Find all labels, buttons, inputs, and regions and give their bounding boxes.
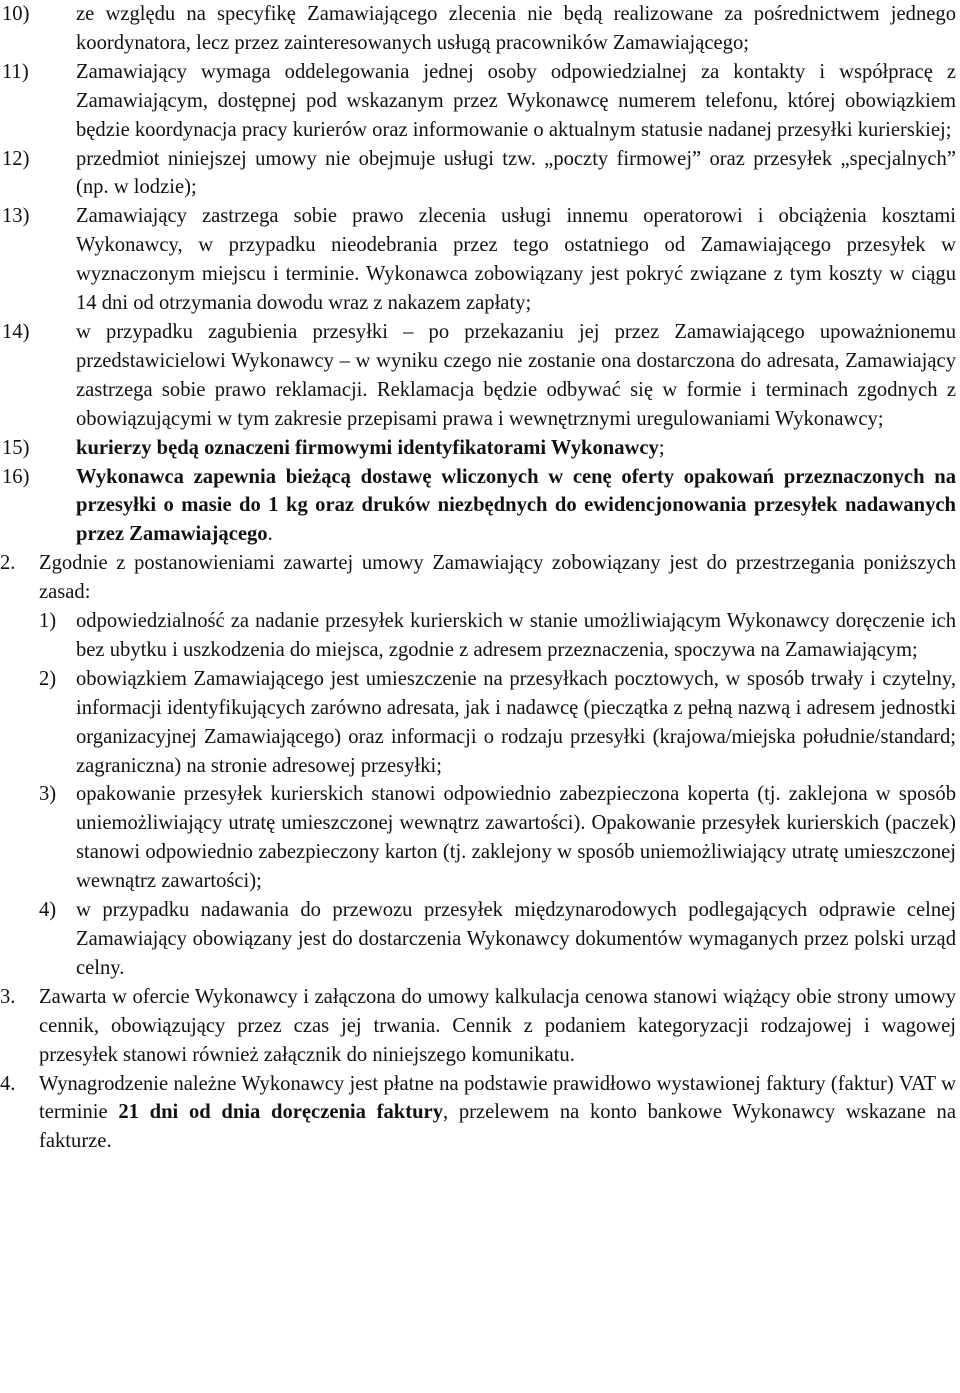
item-text-tail: . [267, 523, 273, 546]
item-text: w przypadku zagubienia przesyłki – po przekazaniu jej przez Zamawiającego upoważnionemu przedstawicielowi Wykonawcy – w wyniku czego nie zostanie ona dostarczona do adresata, Zamawiający zastrzega sobie prawo reklamacji. Reklamacja będzie odbywać się w formie i terminach zgodnych z obowiązującymi w tym zakresie przepisami prawa i wewnętrznymi uregulowaniami Wykonawcy; [76, 320, 956, 430]
section-text-bold: 21 dni od dnia doręczenia faktury [118, 1101, 443, 1124]
item-number: 11) [2, 60, 29, 83]
item-number: 12) [2, 147, 30, 170]
section-number: 4. [0, 1072, 16, 1095]
section-text: Wynagrodzenie należne Wykonawcy jest płatne na podstawie prawidłowo wystawionej faktury (faktur) VAT w terminie [39, 1072, 956, 1124]
item-number: 16) [2, 465, 30, 488]
section-3 [0, 983, 960, 1070]
list-item-10 [0, 0, 960, 58]
item-text-bold: kurierzy będą oznaczeni firmowymi identyfikatorami Wykonawcy [76, 436, 659, 459]
item-number: 15) [2, 436, 30, 459]
item-text: w przypadku nadawania do przewozu przesyłek międzynarodowych podlegających odprawie celnej Zamawiający obowiązany jest do dostarczenia Wykonawcy dokumentów wymaganych przez polski urząd celny. [76, 899, 956, 979]
section-text: Zgodnie z postanowieniami zawartej umowy Zamawiający zobowiązany jest do przestrzegania poniższych zasad: [39, 552, 956, 604]
item-text: obowiązkiem Zamawiającego jest umieszczenie na przesyłkach pocztowych, w sposób trwały i czytelny, informacji identyfikujących zarówno adresata, jak i nadawcę (pieczątka z pełną nazwą i adresem jednostki organizacyjnej Zamawiającego) oraz informacji o rodzaju przesyłki (krajowa/miejska południe/standard; zagraniczna) na stronie adresowej przesyłki; [76, 667, 956, 777]
list-item-16 [0, 463, 960, 550]
item-number: 4) [39, 899, 57, 922]
item-text-tail: ; [658, 436, 665, 459]
section-2-item-3 [0, 780, 960, 896]
item-number: 1) [39, 610, 57, 633]
list-item-12 [0, 145, 960, 203]
list-item-14 [0, 318, 960, 434]
item-text: ze względu na specyfikę Zamawiającego zlecenia nie będą realizowane za pośrednictwem jednego koordynatora, lecz przez zainteresowanych usługą pracowników Zamawiającego; [76, 3, 956, 54]
item-text: odpowiedzialność za nadanie przesyłek kurierskich w stanie umożliwiającym Wykonawcy doręczenie ich bez ubytku i uszkodzenia do miejsca, zgodnie z adresem przeznaczenia, spoczywa na Zamawiającym; [76, 610, 956, 661]
section-text-tail: , przelewem na konto bankowe Wykonawcy wskazane na fakturze. [39, 1101, 956, 1153]
item-text-bold: Wykonawca zapewnia bieżącą dostawę wliczonych w cenę oferty opakowań przeznaczonych na przesyłki o masie do 1 kg oraz druków niezbędnych do ewidencjonowania przesyłek nadawanych przez Zamawiającego [76, 465, 956, 546]
section-2-item-2 [0, 665, 960, 781]
list-item-11 [0, 58, 960, 145]
item-text: przedmiot niniejszej umowy nie obejmuje usługi tzw. „poczty firmowej” oraz przesyłek „specjalnych” (np. w lodzie); [76, 147, 956, 199]
item-number: 10) [2, 3, 30, 25]
section-number: 3. [0, 985, 16, 1008]
item-number: 13) [2, 205, 30, 228]
item-number: 14) [2, 320, 30, 343]
list-item-13 [0, 202, 960, 318]
item-text: opakowanie przesyłek kurierskich stanowi odpowiednio zabezpieczona koperta (tj. zaklejona w sposób uniemożliwiający utratę umieszczonej wewnątrz zawartości). Opakowanie przesyłek kurierskich (paczek) stanowi odpowiednio zabezpieczony karton (tj. zaklejony w sposób uniemożliwiający utratę umieszczonej wewnątrz zawartości); [76, 783, 956, 893]
section-2 [0, 549, 960, 607]
item-text: Zamawiający zastrzega sobie prawo zlecenia usługi innemu operatorowi i obciążenia kosztami Wykonawcy, w przypadku nieodebrania przez tego ostatniego od Zamawiającego przesyłek w wyznaczonym miejscu i terminie. Wykonawca zobowiązany jest pokryć związane z tym koszty w ciągu 14 dni od otrzymania dowodu wraz z nakazem zapłaty; [76, 205, 956, 315]
list-item-15 [0, 434, 960, 463]
section-text: Zawarta w ofercie Wykonawcy i załączona do umowy kalkulacja cenowa stanowi wiążący obie strony umowy cennik, obowiązujący przez czas jej trwania. Cennik z podaniem kategoryzacji rodzajowej i wagowej przesyłek stanowi również załącznik do niniejszego komunikatu. [39, 985, 956, 1066]
section-2-item-4 [0, 896, 960, 983]
item-number: 3) [39, 783, 57, 806]
section-2-item-1 [0, 607, 960, 665]
section-4 [0, 1070, 960, 1157]
section-number: 2. [0, 552, 16, 575]
item-text: Zamawiający wymaga oddelegowania jednej osoby odpowiedzialnej za kontakty i współpracę z Zamawiającym, dostępnej pod wskazanym przez Wykonawcę numerem telefonu, której obowiązkiem będzie koordynacja pracy kurierów oraz informowanie o aktualnym statusie nadanej przesyłki kurierskiej; [76, 60, 956, 141]
item-number: 2) [39, 667, 57, 690]
